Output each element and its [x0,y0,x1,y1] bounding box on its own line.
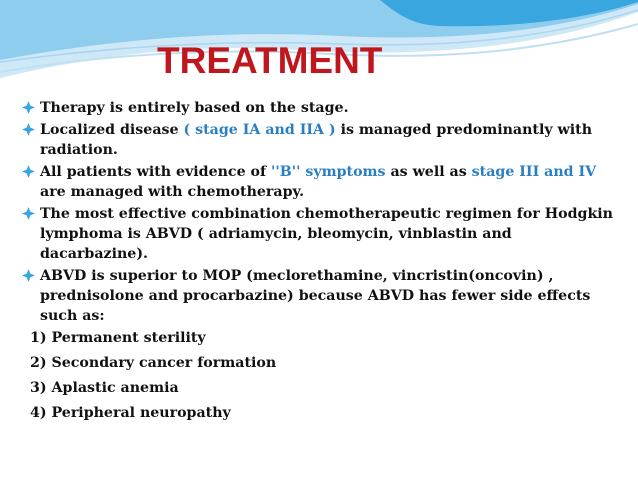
diamond-bullet-icon [22,165,35,178]
numbered-item: 1) Permanent sterility [30,330,206,346]
bullet-text: as well as [385,164,472,180]
numbered-item: 3) Aplastic anemia [30,380,179,396]
bullet-text: The most effective combination chemotherapeutic regimen for Hodgkin lymphoma is ABVD ( adriamycin, bleomycin, vinblastin and dacarbazine). [40,206,614,262]
highlight-text: ( stage IA and IIA ) [183,122,336,138]
bullet-text: ABVD is superior to MOP (meclorethamine, vincristin(oncovin) , prednisolone and procarbazine) because ABVD has fewer side effects such as: [40,268,591,324]
highlight-text: ''B'' symptoms [271,164,386,180]
bullet-item [22,204,622,264]
bullet-text: Localized disease [40,122,184,138]
diamond-bullet-icon [22,207,35,220]
numbered-item: 4) Peripheral neuropathy [30,405,231,421]
highlight-text: stage III and IV [471,164,597,180]
numbered-item: 2) Secondary cancer formation [30,355,277,371]
bullet-item [22,162,622,202]
bullet-text: All patients with evidence of [40,164,272,180]
diamond-bullet-icon [22,101,35,114]
slide-content [22,98,622,428]
bullet-item [22,98,622,118]
bullet-text: Therapy is entirely based on the stage. [40,100,349,116]
bullet-text: is managed predominantly with radiation. [40,122,593,158]
bullet-text: are managed with chemotherapy. [40,184,305,200]
slide-title: TREATMENT [157,40,383,81]
diamond-bullet-icon [22,123,35,136]
bullet-item [22,266,622,326]
diamond-bullet-icon [22,269,35,282]
bullet-item [22,120,622,160]
